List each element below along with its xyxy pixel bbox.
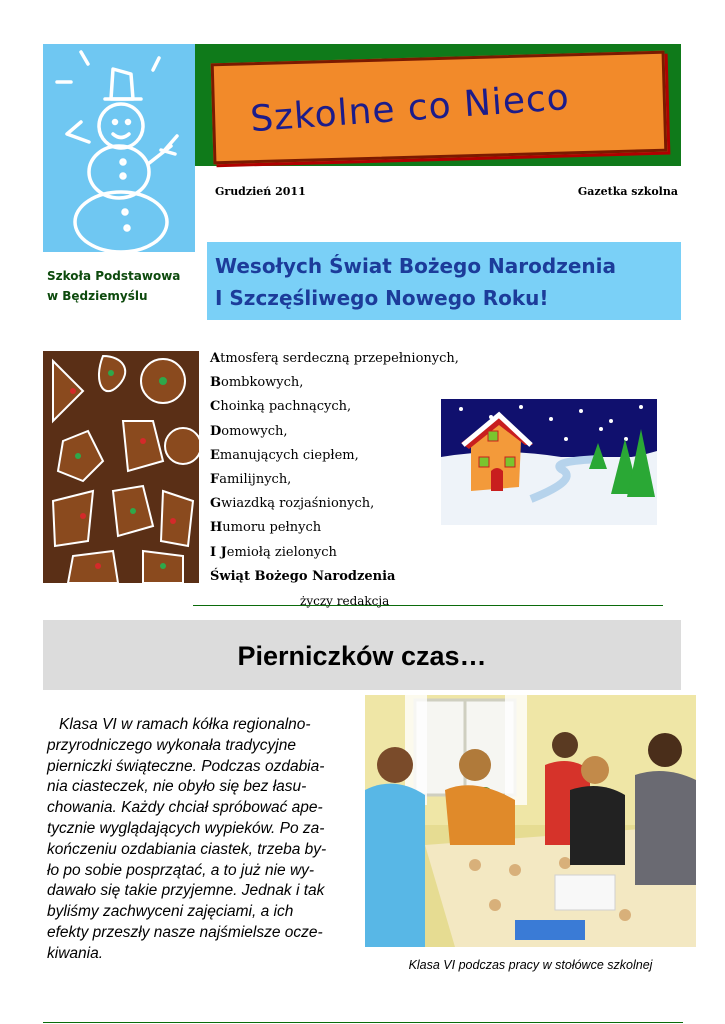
greeting-line: Wesołych Świat Bożego Narodzenia bbox=[215, 254, 616, 278]
poem-initial: C bbox=[210, 399, 221, 415]
school-name bbox=[47, 266, 180, 306]
poem-initial: I J bbox=[210, 544, 227, 560]
poem-initial: A bbox=[210, 351, 221, 366]
poem-text: amilijnych, bbox=[219, 472, 292, 488]
article-line: byliśmy zachwyceni zajęciami, a ich bbox=[47, 903, 294, 921]
poem-line bbox=[210, 541, 459, 565]
divider bbox=[43, 1022, 683, 1023]
school-name-line: w Będziemyślu bbox=[47, 289, 148, 303]
greeting-line: I Szczęśliwego Nowego Roku! bbox=[215, 286, 549, 310]
article-line: nia ciasteczek, nie obyło się bez łasu- bbox=[47, 778, 307, 796]
article-line: kiwania. bbox=[47, 944, 103, 962]
poem-initial: F bbox=[210, 472, 220, 488]
article-line: kończeniu ozdabiania ciastek, trzeba by- bbox=[47, 840, 327, 858]
poem-line bbox=[210, 371, 459, 395]
poem-text: wiazdką rozjaśnionych, bbox=[221, 496, 375, 512]
poem-text: emiołą zielonych bbox=[226, 544, 337, 560]
photo-caption: Klasa VI podczas pracy w stołówce szkolnej bbox=[408, 958, 653, 972]
poem-line bbox=[210, 420, 459, 444]
snowman-icon bbox=[43, 44, 195, 252]
acrostic-poem bbox=[210, 347, 459, 589]
snowman-logo bbox=[43, 44, 195, 252]
issue-date: Grudzień 2011 bbox=[215, 185, 306, 198]
article-line-text: Klasa VI w ramach kółka regionalno- bbox=[59, 716, 311, 733]
poem-text: tmosferą serdeczną przepełnionych, bbox=[220, 351, 459, 366]
greeting bbox=[215, 250, 616, 314]
article-line bbox=[47, 715, 359, 736]
winter-house-image bbox=[441, 399, 657, 525]
poem-initial: B bbox=[210, 375, 221, 391]
poem-text: manujących ciepłem, bbox=[219, 447, 359, 463]
poem-initial: H bbox=[210, 520, 223, 536]
divider bbox=[193, 605, 663, 606]
poem-line bbox=[210, 516, 459, 540]
poem-line bbox=[210, 492, 459, 516]
article-line: ło po sobie posprzątać, a to już nie wy- bbox=[47, 861, 315, 879]
poem-last-line: Świąt Bożego Narodzenia bbox=[210, 568, 396, 584]
article-line: chowania. Każdy chciał spróbować ape- bbox=[47, 799, 323, 817]
poem-initial: D bbox=[210, 423, 222, 439]
article-line: pierniczki świąteczne. Podczas ozdabia- bbox=[47, 757, 325, 775]
article-text bbox=[47, 715, 359, 965]
poem-text: ombkowych, bbox=[221, 375, 304, 391]
poem-initial: G bbox=[210, 496, 222, 512]
class-photo bbox=[365, 695, 696, 947]
poem-text: omowych, bbox=[221, 423, 288, 439]
poem-line bbox=[210, 395, 459, 419]
section-title: Pierniczków czas… bbox=[237, 641, 487, 671]
school-name-line: Szkoła Podstawowa bbox=[47, 269, 181, 283]
poem-text: umoru pełnych bbox=[222, 520, 322, 536]
poem-signature: życzy redakcja bbox=[300, 594, 390, 608]
poem-line bbox=[210, 347, 459, 371]
poem-line bbox=[210, 468, 459, 492]
issue-type: Gazetka szkolna bbox=[577, 185, 678, 198]
newsletter-title: Szkolne co Nieco bbox=[249, 76, 572, 141]
article-line: dawało się takie przyjemne. Jednak i tak bbox=[47, 882, 325, 900]
article-line: efekty przeszły nasze najśmielsze ocze- bbox=[47, 923, 323, 941]
poem-initial: E bbox=[210, 447, 220, 463]
poem-text: hoinką pachnących, bbox=[220, 399, 352, 415]
article-line: przyrodniczego wykonała tradycyjne bbox=[47, 736, 296, 754]
poem-line bbox=[210, 444, 459, 468]
article-line: tycznie wyglądających wypieków. Po za- bbox=[47, 819, 325, 837]
gingerbread-photo bbox=[43, 351, 199, 583]
